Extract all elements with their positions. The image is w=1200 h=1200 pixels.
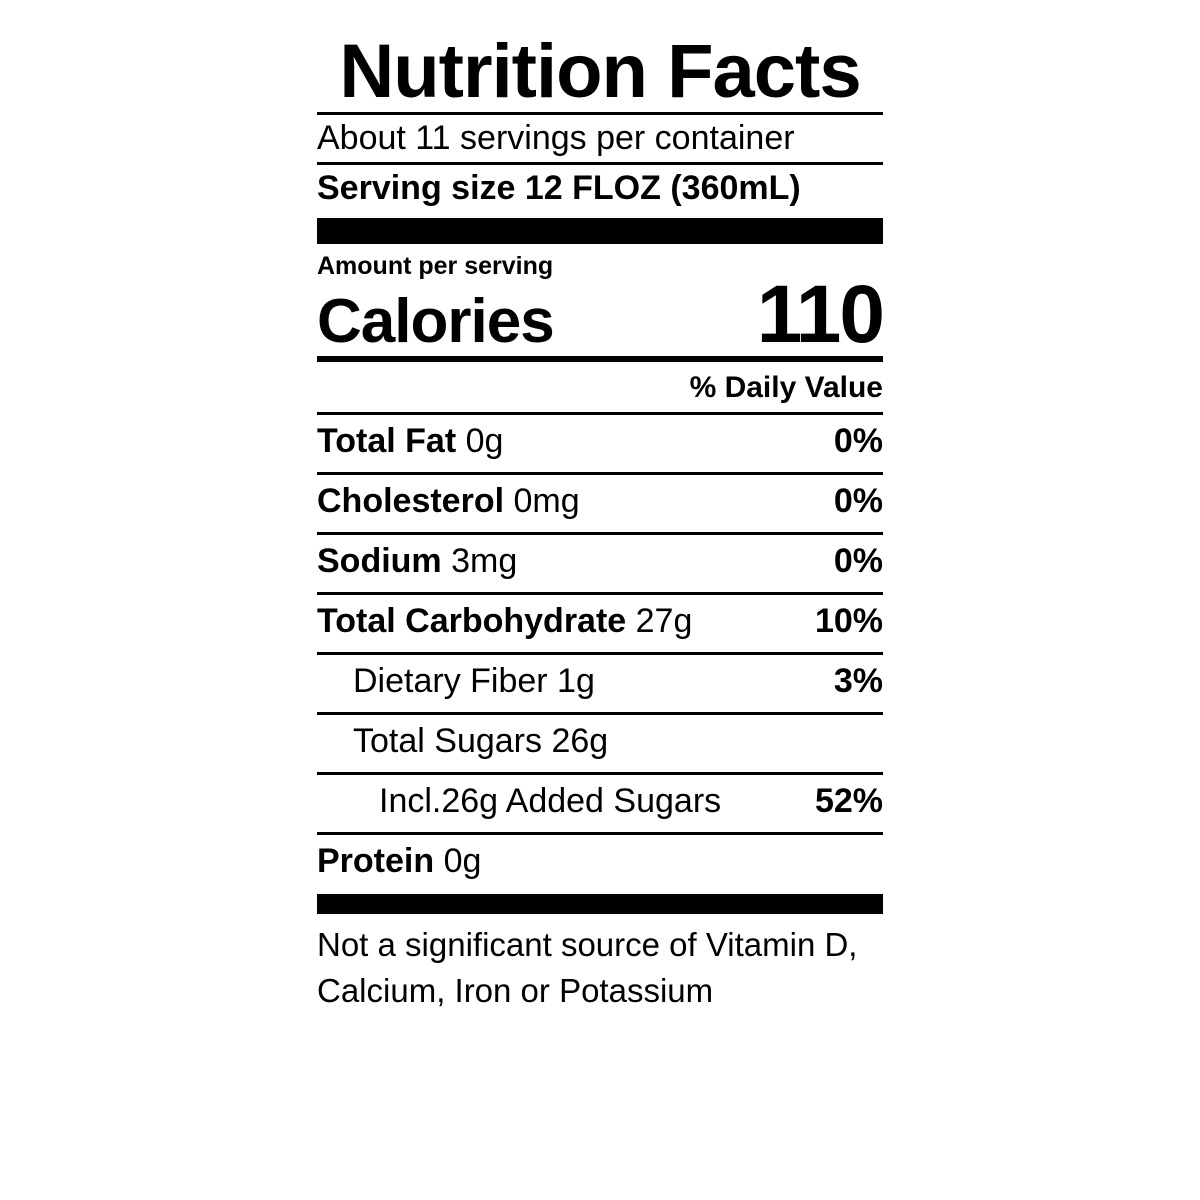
calories-row — [317, 269, 883, 361]
table-row — [317, 715, 883, 768]
divider-thick-top — [317, 218, 883, 244]
nutrient-amount: Dietary Fiber 1g — [353, 661, 595, 700]
nutrient-amount: 27g — [635, 601, 693, 640]
nutrient-amount: 0g — [443, 841, 482, 880]
table-row — [317, 535, 883, 588]
panel-title: Nutrition Facts — [339, 29, 861, 114]
table-row — [317, 415, 883, 468]
table-row — [317, 595, 883, 648]
nutrient-percent: 10% — [814, 601, 883, 640]
footnote-line-1: Not a significant source of Vitamin D, — [317, 925, 858, 963]
nutrient-amount: Incl.26g Added Sugars — [379, 781, 722, 820]
nutrient-amount: 0mg — [513, 481, 580, 520]
servings-per-container: About 11 servings per container — [317, 119, 795, 158]
nutrient-percent: 3% — [833, 661, 883, 700]
nutrient-percent: 0% — [833, 481, 883, 520]
nutrient-percent: 52% — [814, 781, 883, 820]
daily-value-header: % Daily Value — [689, 370, 883, 404]
nutrient-name: Cholesterol — [317, 481, 505, 520]
nutrient-percent: 0% — [833, 421, 883, 460]
nutrient-name: Total Carbohydrate — [317, 601, 627, 640]
table-row — [317, 655, 883, 708]
nutrition-facts-panel — [295, 28, 905, 1173]
calories-value: 110 — [756, 269, 883, 361]
table-row — [317, 475, 883, 528]
serving-size: Serving size 12 FLOZ (360mL) — [317, 169, 801, 208]
divider-thick-bottom — [317, 894, 883, 914]
nutrient-percent: 0% — [833, 541, 883, 580]
nutrient-name: Total Fat — [317, 421, 457, 460]
footnote-line-2: Calcium, Iron or Potassium — [317, 972, 714, 1010]
nutrient-amount: 3mg — [451, 541, 518, 580]
calories-label: Calories — [317, 286, 554, 356]
table-row — [317, 835, 883, 888]
nutrient-amount: 0g — [465, 421, 504, 460]
table-row — [317, 775, 883, 828]
amount-per-serving-label: Amount per serving — [317, 252, 554, 281]
nutrient-name: Protein — [317, 841, 435, 880]
nutrient-amount: Total Sugars 26g — [353, 721, 609, 760]
nutrient-name: Sodium — [317, 541, 442, 580]
